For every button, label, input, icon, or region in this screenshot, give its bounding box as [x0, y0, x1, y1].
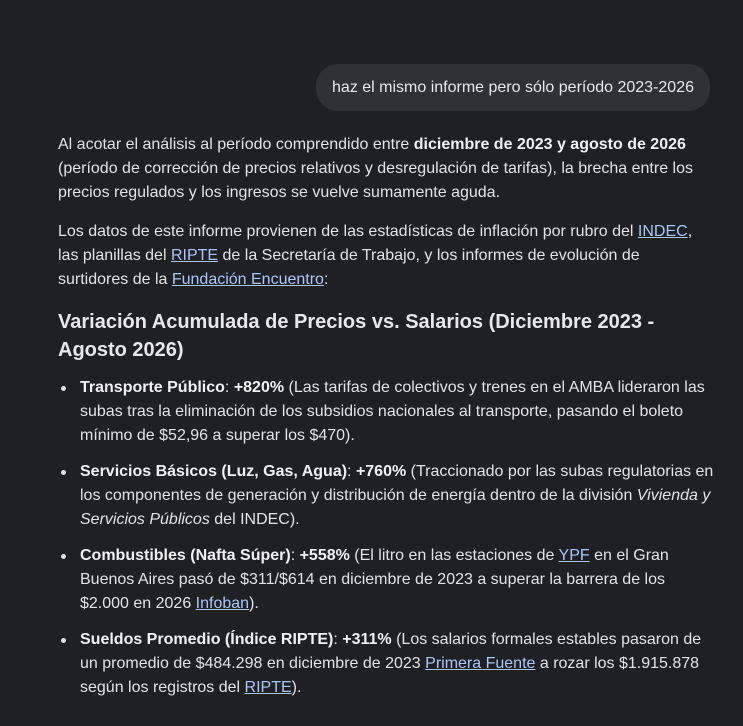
list-item-sueldos	[58, 628, 714, 700]
sources-text: Los datos de este informe provienen de las estadísticas de inflación por rubro del	[58, 223, 638, 240]
intro-bold-period: diciembre de 2023 y agosto de 2026	[413, 136, 686, 153]
sources-text: , las planillas del	[58, 223, 693, 264]
item-text: (Los salarios formales estables pasaron de un promedio de $484.298 en diciembre de 2023	[80, 631, 702, 672]
item-value: +820%	[233, 379, 285, 396]
item-text: ).	[291, 679, 302, 696]
item-sep: :	[290, 547, 300, 564]
sources-text: de la Secretaría de Trabajo, y los informes de evolución de surtidores de la	[58, 247, 640, 288]
section-heading: Variación Acumulada de Precios vs. Salarios (Diciembre 2023 - Agosto 2026)	[58, 311, 655, 361]
list-item-combustibles	[58, 544, 714, 616]
intro-paragraph-1	[58, 133, 714, 205]
intro-text: (período de corrección de precios relativos y desregulación de tarifas), la brecha entre los precios regulados y los ingresos se vuelve sumamente aguda.	[58, 160, 693, 201]
item-text: en el Gran Buenos Aires pasó de $311/$614 en diciembre de 2023 a superar la barrera de los $2.000 en 2026	[80, 547, 669, 612]
item-value: +558%	[299, 547, 350, 564]
link-infoban[interactable]: Infoban	[195, 595, 250, 612]
top-area	[0, 0, 743, 40]
sources-text: :	[323, 271, 329, 288]
bullet-icon	[61, 638, 66, 643]
item-sep: :	[224, 379, 234, 396]
item-title: Transporte Público	[80, 379, 225, 396]
item-italic: Vivienda y Servicios Públicos	[80, 487, 711, 528]
item-title: Combustibles (Nafta Súper)	[80, 547, 291, 564]
variation-list	[58, 376, 714, 700]
item-text: a rozar los $1.915.878 según los registros del	[80, 655, 700, 696]
item-text: (Traccionado por las subas regulatorias en los componentes de generación y distribución de energía dentro de la división	[80, 463, 714, 504]
bullet-icon	[61, 554, 66, 559]
item-title: Servicios Básicos (Luz, Gas, Agua)	[80, 463, 348, 480]
item-sep: :	[333, 631, 343, 648]
user-message-bubble	[316, 64, 710, 111]
assistant-response	[58, 133, 714, 712]
link-primera-fuente[interactable]: Primera Fuente	[425, 655, 536, 672]
item-text: del INDEC).	[209, 511, 300, 528]
item-text: (El litro en las estaciones de	[349, 547, 559, 564]
bullet-icon	[61, 386, 66, 391]
item-value: +311%	[342, 631, 392, 648]
link-fundacion-encuentro[interactable]: Fundación Encuentro	[171, 271, 324, 288]
item-text: (Las tarifas de colectivos y trenes en el AMBA lideraron las subas tras la eliminación de los subsidios nacionales al transporte, pasando el boleto mínimo de $52,96 a superar los $470).	[80, 379, 705, 444]
link-ypf[interactable]: YPF	[558, 547, 590, 564]
list-item-servicios	[58, 460, 714, 532]
item-text: ).	[249, 595, 259, 612]
link-ripte-2[interactable]: RIPTE	[244, 679, 292, 696]
item-title: Sueldos Promedio (Índice RIPTE)	[80, 631, 334, 648]
item-value: +760%	[355, 463, 407, 480]
link-indec[interactable]: INDEC	[637, 223, 688, 240]
intro-paragraph-2	[58, 220, 714, 292]
bullet-icon	[61, 470, 66, 475]
item-sep: :	[347, 463, 356, 480]
user-message-text: haz el mismo informe pero sólo período 2023-2026	[332, 78, 694, 96]
link-ripte[interactable]: RIPTE	[170, 247, 219, 264]
list-item-transporte	[58, 376, 714, 448]
intro-text: Al acotar el análisis al período comprendido entre	[58, 136, 414, 153]
